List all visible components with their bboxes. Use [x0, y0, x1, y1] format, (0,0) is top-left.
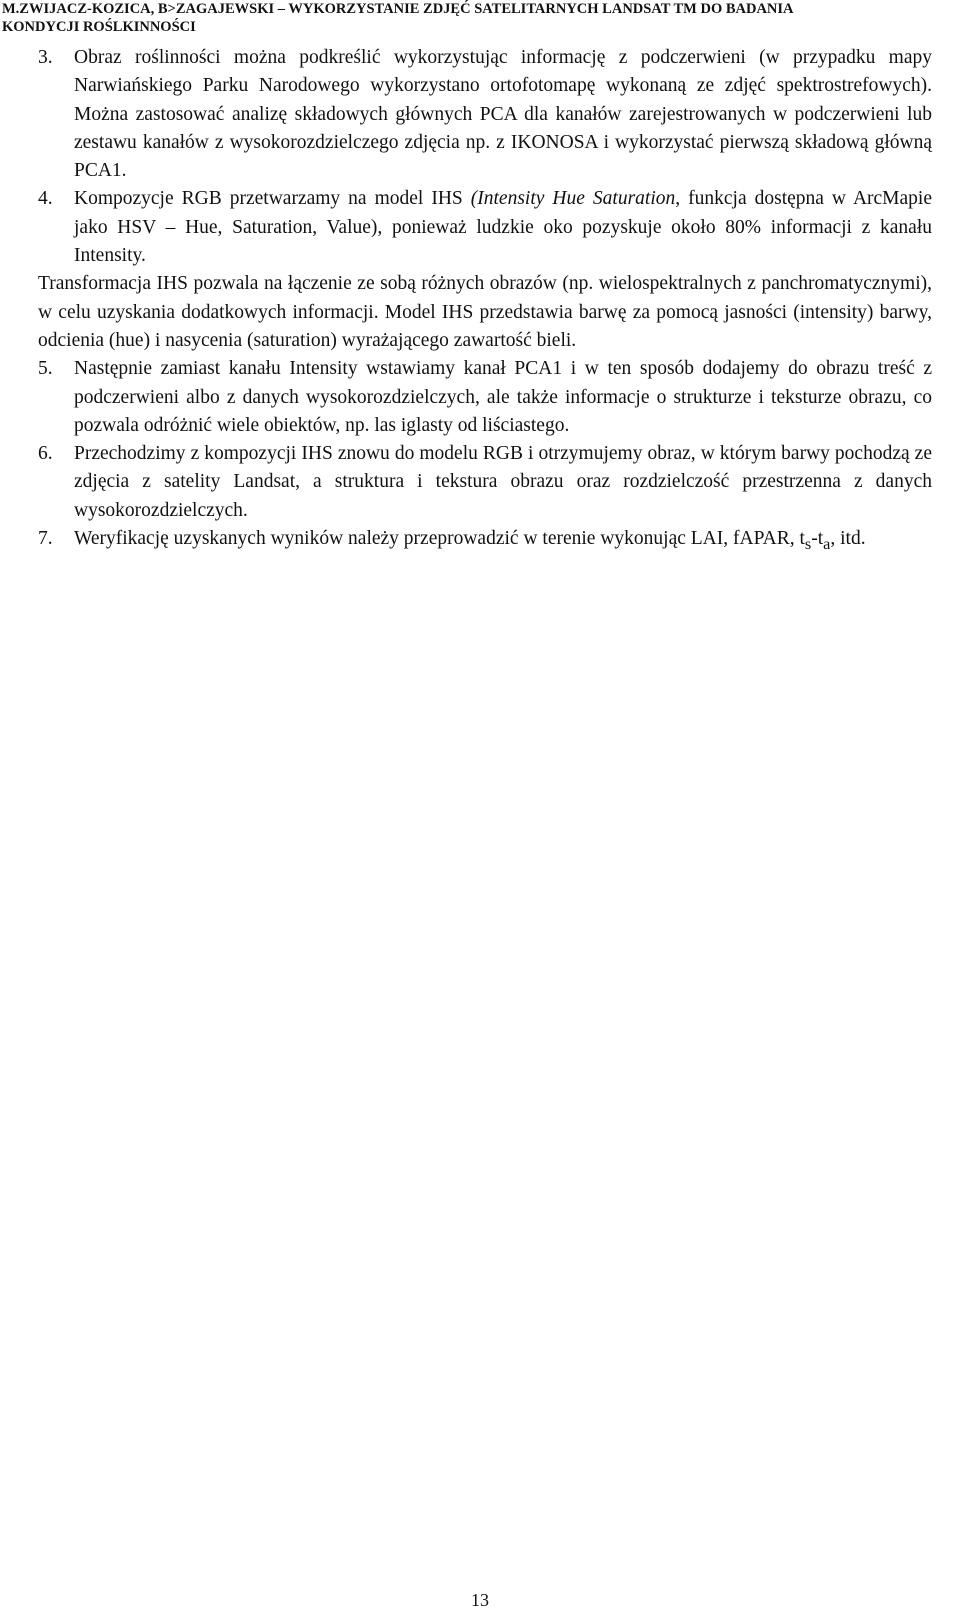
item-number: 6.: [38, 443, 53, 465]
subscript-a: a: [823, 534, 831, 553]
item-text: Następnie zamiast kanału Intensity wstawiamy kanał PCA1 i w ten sposób dodajemy do obrazu treść z podczerwieni albo z danych wysokorozdzielczych, ale także informacje o strukturze i teksturze obrazu, co pozwala odróżnić wiele obiektów, np. las iglasty od liściastego.: [74, 358, 932, 436]
page-number: 13: [471, 1590, 489, 1610]
list-item-5: [38, 355, 932, 440]
main-content: [38, 44, 932, 558]
item-text-dash: -t: [811, 528, 824, 550]
header-line-2: KONDYCJI ROŚLKINNOŚCI: [2, 19, 196, 35]
list-item-6: [38, 440, 932, 525]
transformation-paragraph: Transformacja IHS pozwala na łączenie ze sobą różnych obrazów (np. wielospektralnych z panchromatycznymi), w celu uzyskania dodatkowych informacji. Model IHS przedstawia barwę za pomocą jasności (intensity) barwy, odcienia (hue) i nasycenia (saturation) wyrażającego zawartość bieli.: [38, 273, 932, 351]
item-text: Przechodzimy z kompozycji IHS znowu do modelu RGB i otrzymujemy obraz, w którym barwy pochodzą ze zdjęcia z satelity Landsat, a struktura i tekstura obrazu oraz rozdzielczość przestrzenna z danych wysokorozdzielczych.: [74, 443, 932, 521]
list-item-4: [38, 185, 932, 270]
item-text: [74, 525, 932, 558]
item-text: [74, 185, 932, 270]
list-item-7: [38, 525, 932, 558]
item-text-part: , itd.: [830, 528, 866, 550]
list-item-3: [38, 44, 932, 185]
item-text-part: , funkcja dostępna w ArcMapie jako HSV – Hue, Saturation, Value), ponieważ ludzkie oko pozyskuje około 80% informacji z kanału Intensity.: [74, 188, 932, 267]
running-header: [2, 0, 952, 36]
item-text-italic: (Intensity Hue Saturation: [470, 188, 676, 210]
subscript-s: s: [804, 534, 812, 553]
item-text: Obraz roślinności można podkreślić wykorzystując informację z podczerwieni (w przypadku mapy Narwiańskiego Parku Narodowego wykorzystano ortofotomapę wykonaną ze zdjęć spektrostrefowych). Można zastosować analizę składowych głównych PCA dla kanałów zarejestrowanych w podczerwieni lub zestawu kanałów z wysokorozdzielczego zdjęcia np. z IKONOSA i wykorzystać pierwszą składową główną PCA1.: [74, 47, 932, 182]
item-number: 3.: [38, 47, 53, 68]
item-text-part: Kompozycje RGB przetwarzamy na model IHS: [74, 188, 471, 210]
item-number: 5.: [38, 358, 53, 380]
item-number: 7.: [38, 528, 53, 550]
item-text-part: Weryfikację uzyskanych wyników należy przeprowadzić w terenie wykonując LAI, fAPAR, t: [74, 528, 805, 550]
header-line-1: M.ZWIJACZ-KOZICA, B>ZAGAJEWSKI – WYKORZYSTANIE ZDJĘĆ SATELITARNYCH LANDSAT TM DO BADANIA: [2, 1, 794, 17]
item-number: 4.: [38, 188, 53, 210]
